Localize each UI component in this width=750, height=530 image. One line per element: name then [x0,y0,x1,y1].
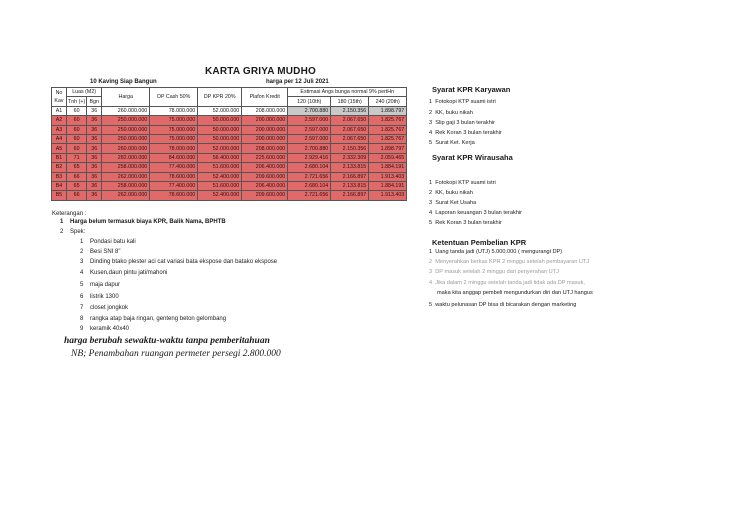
cell-harga: 250.000.000 [102,134,150,143]
header-no-kav [52,88,67,107]
spek-item: rangka atap baja ringan, genteng beton gelombang [90,316,227,322]
cell-dp-kpr: 52.000.000 [198,106,242,115]
cell-kav: B3 [52,172,67,181]
page-title: KARTA GRIYA MUDHO [205,66,316,77]
cell-a240: 1.825.767 [369,134,407,143]
table-row [52,172,407,181]
list-text: Rek Koran 3 bulan terakhir [435,130,502,136]
header-120: 120 (10th) [288,97,331,106]
cell-a120: 2.680.104 [288,181,331,190]
header-kav: Kav [54,97,64,104]
list-num: 5 [429,302,433,308]
cell-plafon: 200.000.000 [242,116,288,125]
cell-harga: 262.000.000 [102,191,150,200]
cell-tnh: 60 [67,125,87,134]
cell-a180: 2.133.815 [331,163,369,172]
list-text: Uang tanda jadi (UTJ) 5.000.000 ( mengurangi DP) [435,249,563,255]
list-num: 2 [429,110,433,116]
cell-a180: 2.067.650 [331,116,369,125]
cell-dp-cash: 78.000.000 [150,106,198,115]
cell-harga: 258.000.000 [102,181,150,190]
cell-kav: B2 [52,163,67,172]
header-luas: Luas (M2) [67,88,102,97]
cell-a240: 1.884.191 [369,163,407,172]
list-item [429,280,585,286]
header-dp-cash: DP Cash 50% [150,88,198,107]
header-bgn: Bgn [87,97,102,106]
list-text: Rek Koran 3 bulan terakhir [435,220,502,226]
list-item [437,290,593,296]
cell-a240: 1.825.767 [369,125,407,134]
cell-harga: 250.000.000 [102,125,150,134]
keterangan-item-2-num: 2 [60,229,64,235]
cell-a180: 2.166.897 [331,172,369,181]
cell-bgn: 36 [87,125,102,134]
cell-plafon: 225.600.000 [242,153,288,162]
list-item [429,180,496,186]
list-num: 1 [429,180,433,186]
cell-kav: A2 [52,116,67,125]
cell-bgn: 36 [87,153,102,162]
cell-kav: A1 [52,106,67,115]
list-text: maka kita anggap pembeli mengundurkan diri dan UTJ hangus [437,290,593,296]
cell-plafon: 208.000.000 [242,144,288,153]
cell-a120: 2.721.656 [288,172,331,181]
list-num: 5 [429,220,433,226]
cell-a240: 1.913.403 [369,191,407,200]
cell-kav: B4 [52,181,67,190]
cell-dp-cash: 77.400.000 [150,163,198,172]
list-item [429,259,589,265]
cell-plafon: 206.400.000 [242,181,288,190]
table-row [52,163,407,172]
table-row [52,106,407,115]
cell-harga: 262.000.000 [102,172,150,181]
list-item [429,302,576,308]
cell-harga: 260.000.000 [102,144,150,153]
extra-room-note: NB; Penambahan ruangan permeter persegi 2.800.000 [71,349,281,359]
list-num: 3 [429,120,433,126]
cell-dp-kpr: 52.400.000 [198,172,242,181]
list-item [429,249,562,255]
cell-bgn: 36 [87,172,102,181]
cell-plafon: 208.000.000 [242,106,288,115]
keterangan-item-2: Spek: [70,229,86,235]
header-dp-kpr: DP KPR 20% [198,88,242,107]
list-num: 5 [429,140,433,146]
list-text: Fotokopi KTP suami istri [435,99,496,105]
cell-dp-cash: 77.400.000 [150,181,198,190]
cell-plafon: 200.000.000 [242,125,288,134]
cell-dp-cash: 78.000.000 [150,144,198,153]
cell-a180: 2.332.309 [331,153,369,162]
list-num: 3 [429,269,433,275]
cell-tnh: 60 [67,144,87,153]
list-item [429,110,473,116]
cell-plafon: 209.600.000 [242,172,288,181]
list-item [429,220,502,226]
list-num: 1 [429,99,433,105]
table-row [52,125,407,134]
list-text: Fotokopi KTP suami istri [435,180,496,186]
cell-dp-kpr: 52.400.000 [198,191,242,200]
header-240: 240 (20th) [369,97,407,106]
spek-item: closet jongkok [90,305,129,311]
cell-dp-cash: 75.000.000 [150,125,198,134]
cell-harga: 250.000.000 [102,116,150,125]
list-item [429,210,522,216]
spek-num: 9 [80,326,84,332]
keterangan-item-1: Harga belum termasuk biaya KPR, Balik Nama, BPHTB [70,219,226,225]
list-text: KK, buku nikah [435,190,473,196]
table-row [52,181,407,190]
list-num: 4 [429,210,433,216]
spek-num: 8 [80,316,84,322]
syarat-wirausaha-heading: Syarat KPR Wirausaha [432,153,513,162]
cell-dp-cash: 78.600.000 [150,172,198,181]
list-item [429,269,559,275]
cell-harga: 260.000.000 [102,106,150,115]
spek-item: Pondasi batu kali [90,239,136,245]
spek-num: 3 [80,259,84,265]
cell-tnh: 66 [67,191,87,200]
price-table [51,87,407,201]
spek-item: keramik 40x40 [90,326,130,332]
header-180: 180 (15th) [331,97,369,106]
list-num: 1 [429,249,433,255]
spek-num: 2 [80,249,84,255]
cell-kav: B5 [52,191,67,200]
ketentuan-heading: Ketentuan Pembelian KPR [432,238,527,247]
list-item [429,190,473,196]
cell-plafon: 200.000.000 [242,134,288,143]
cell-tnh: 65 [67,163,87,172]
cell-a180: 2.133.815 [331,181,369,190]
keterangan-item-1-num: 1 [60,219,64,225]
list-num: 4 [429,130,433,136]
cell-a180: 2.067.650 [331,125,369,134]
cell-a180: 2.166.897 [331,191,369,200]
cell-bgn: 36 [87,134,102,143]
spek-item: Kusen,daun pintu jati/mahoni [90,270,168,276]
cell-a120: 2.721.656 [288,191,331,200]
list-text: Jika dalam 2 minggu setelah tanda jadi tidak ada DP masuk, [435,280,586,286]
cell-a120: 2.597.000 [288,125,331,134]
cell-kav: A3 [52,125,67,134]
cell-bgn: 36 [87,106,102,115]
cell-tnh: 65 [67,181,87,190]
cell-bgn: 36 [87,163,102,172]
cell-a240: 1.898.797 [369,144,407,153]
list-item [429,130,502,136]
spek-item: Dinding btako plester aci cat variasi bata ekspose dan batako ekspose [90,259,278,265]
spek-num: 5 [80,282,84,288]
cell-bgn: 36 [87,191,102,200]
list-item [429,99,496,105]
cell-kav: B1 [52,153,67,162]
cell-dp-kpr: 51.600.000 [198,163,242,172]
cell-kav: A4 [52,134,67,143]
list-num: 2 [429,190,433,196]
list-item [429,200,476,206]
cell-a120: 2.700.880 [288,106,331,115]
list-text: Surat Ket Usaha [435,200,477,206]
table-row [52,134,407,143]
table-row [52,153,407,162]
cell-dp-cash: 84.600.000 [150,153,198,162]
price-change-note: harga berubah sewaktu-waktu tanpa pemberitahuan [64,336,270,346]
header-harga: Harga [102,88,150,107]
header-no: No [55,89,63,96]
spek-num: 4 [80,270,84,276]
cell-a180: 2.067.650 [331,134,369,143]
cell-dp-kpr: 50.000.000 [198,116,242,125]
table-row [52,116,407,125]
cell-dp-cash: 75.000.000 [150,134,198,143]
spek-num: 1 [80,239,84,245]
cell-dp-kpr: 50.000.000 [198,125,242,134]
list-text: waktu pelunasan DP bisa di bicarakan dengan marketing [435,302,577,308]
cell-a120: 2.929.416 [288,153,331,162]
cell-dp-kpr: 52.000.000 [198,144,242,153]
cell-harga: 282.000.000 [102,153,150,162]
table-row [52,191,407,200]
syarat-karyawan-heading: Syarat KPR Karyawan [432,85,511,94]
list-text: KK, buku nikah [435,110,473,116]
list-item [429,140,475,146]
cell-tnh: 71 [67,153,87,162]
cell-a240: 1.825.767 [369,116,407,125]
cell-dp-kpr: 56.400.000 [198,153,242,162]
header-plafon: Plafon Kredit [242,88,288,107]
cell-dp-cash: 75.000.000 [150,116,198,125]
spek-num: 6 [80,294,84,300]
cell-dp-kpr: 50.000.000 [198,134,242,143]
list-num: 3 [429,200,433,206]
cell-a240: 2.059.465 [369,153,407,162]
list-text: Menyerahkan berkas KPR 2 minggu setelah pembayaran UTJ [435,259,590,265]
cell-kav: A5 [52,144,67,153]
cell-a240: 1.898.797 [369,106,407,115]
cell-tnh: 66 [67,172,87,181]
list-text: Surat Ket. Kerja [435,140,475,146]
list-text: DP masuk setelah 2 minggu dari penyerahan UTJ [435,269,559,275]
cell-a120: 2.597.000 [288,116,331,125]
cell-a180: 2.150.356 [331,144,369,153]
cell-plafon: 206.400.000 [242,163,288,172]
cell-bgn: 36 [87,116,102,125]
list-num: 2 [429,259,433,265]
cell-a180: 2.150.356 [331,106,369,115]
subtitle-left: 10 Kaving Siap Bangun [90,79,157,85]
cell-tnh: 60 [67,106,87,115]
list-text: Slip gaji 3 bulan terakhir [435,120,495,126]
cell-a120: 2.700.880 [288,144,331,153]
table-row [52,144,407,153]
cell-dp-kpr: 51.600.000 [198,181,242,190]
cell-harga: 258.000.000 [102,163,150,172]
list-num: 4 [429,280,433,286]
subtitle-right: harga per 12 Juli 2021 [266,79,329,85]
cell-a120: 2.680.104 [288,163,331,172]
spek-item: listrik 1300 [90,294,119,300]
spek-item: Besi SNI 8" [90,249,121,255]
spek-item: maja dapur [90,282,121,288]
cell-a240: 1.884.191 [369,181,407,190]
cell-dp-cash: 78.600.000 [150,191,198,200]
header-estimasi: Estimasi Angs bunga normal 9% pertHn [288,88,407,97]
cell-plafon: 209.600.000 [242,191,288,200]
list-item [429,120,495,126]
spek-num: 7 [80,305,84,311]
list-text: Laporan keuangan 3 bulan terakhir [435,210,523,216]
cell-tnh: 60 [67,134,87,143]
cell-tnh: 60 [67,116,87,125]
cell-a120: 2.597.000 [288,134,331,143]
header-tnh: Tnh (+) [68,98,86,105]
cell-bgn: 36 [87,181,102,190]
cell-a240: 1.913.403 [369,172,407,181]
keterangan-label: Keterangan : [52,211,87,217]
cell-bgn: 36 [87,144,102,153]
